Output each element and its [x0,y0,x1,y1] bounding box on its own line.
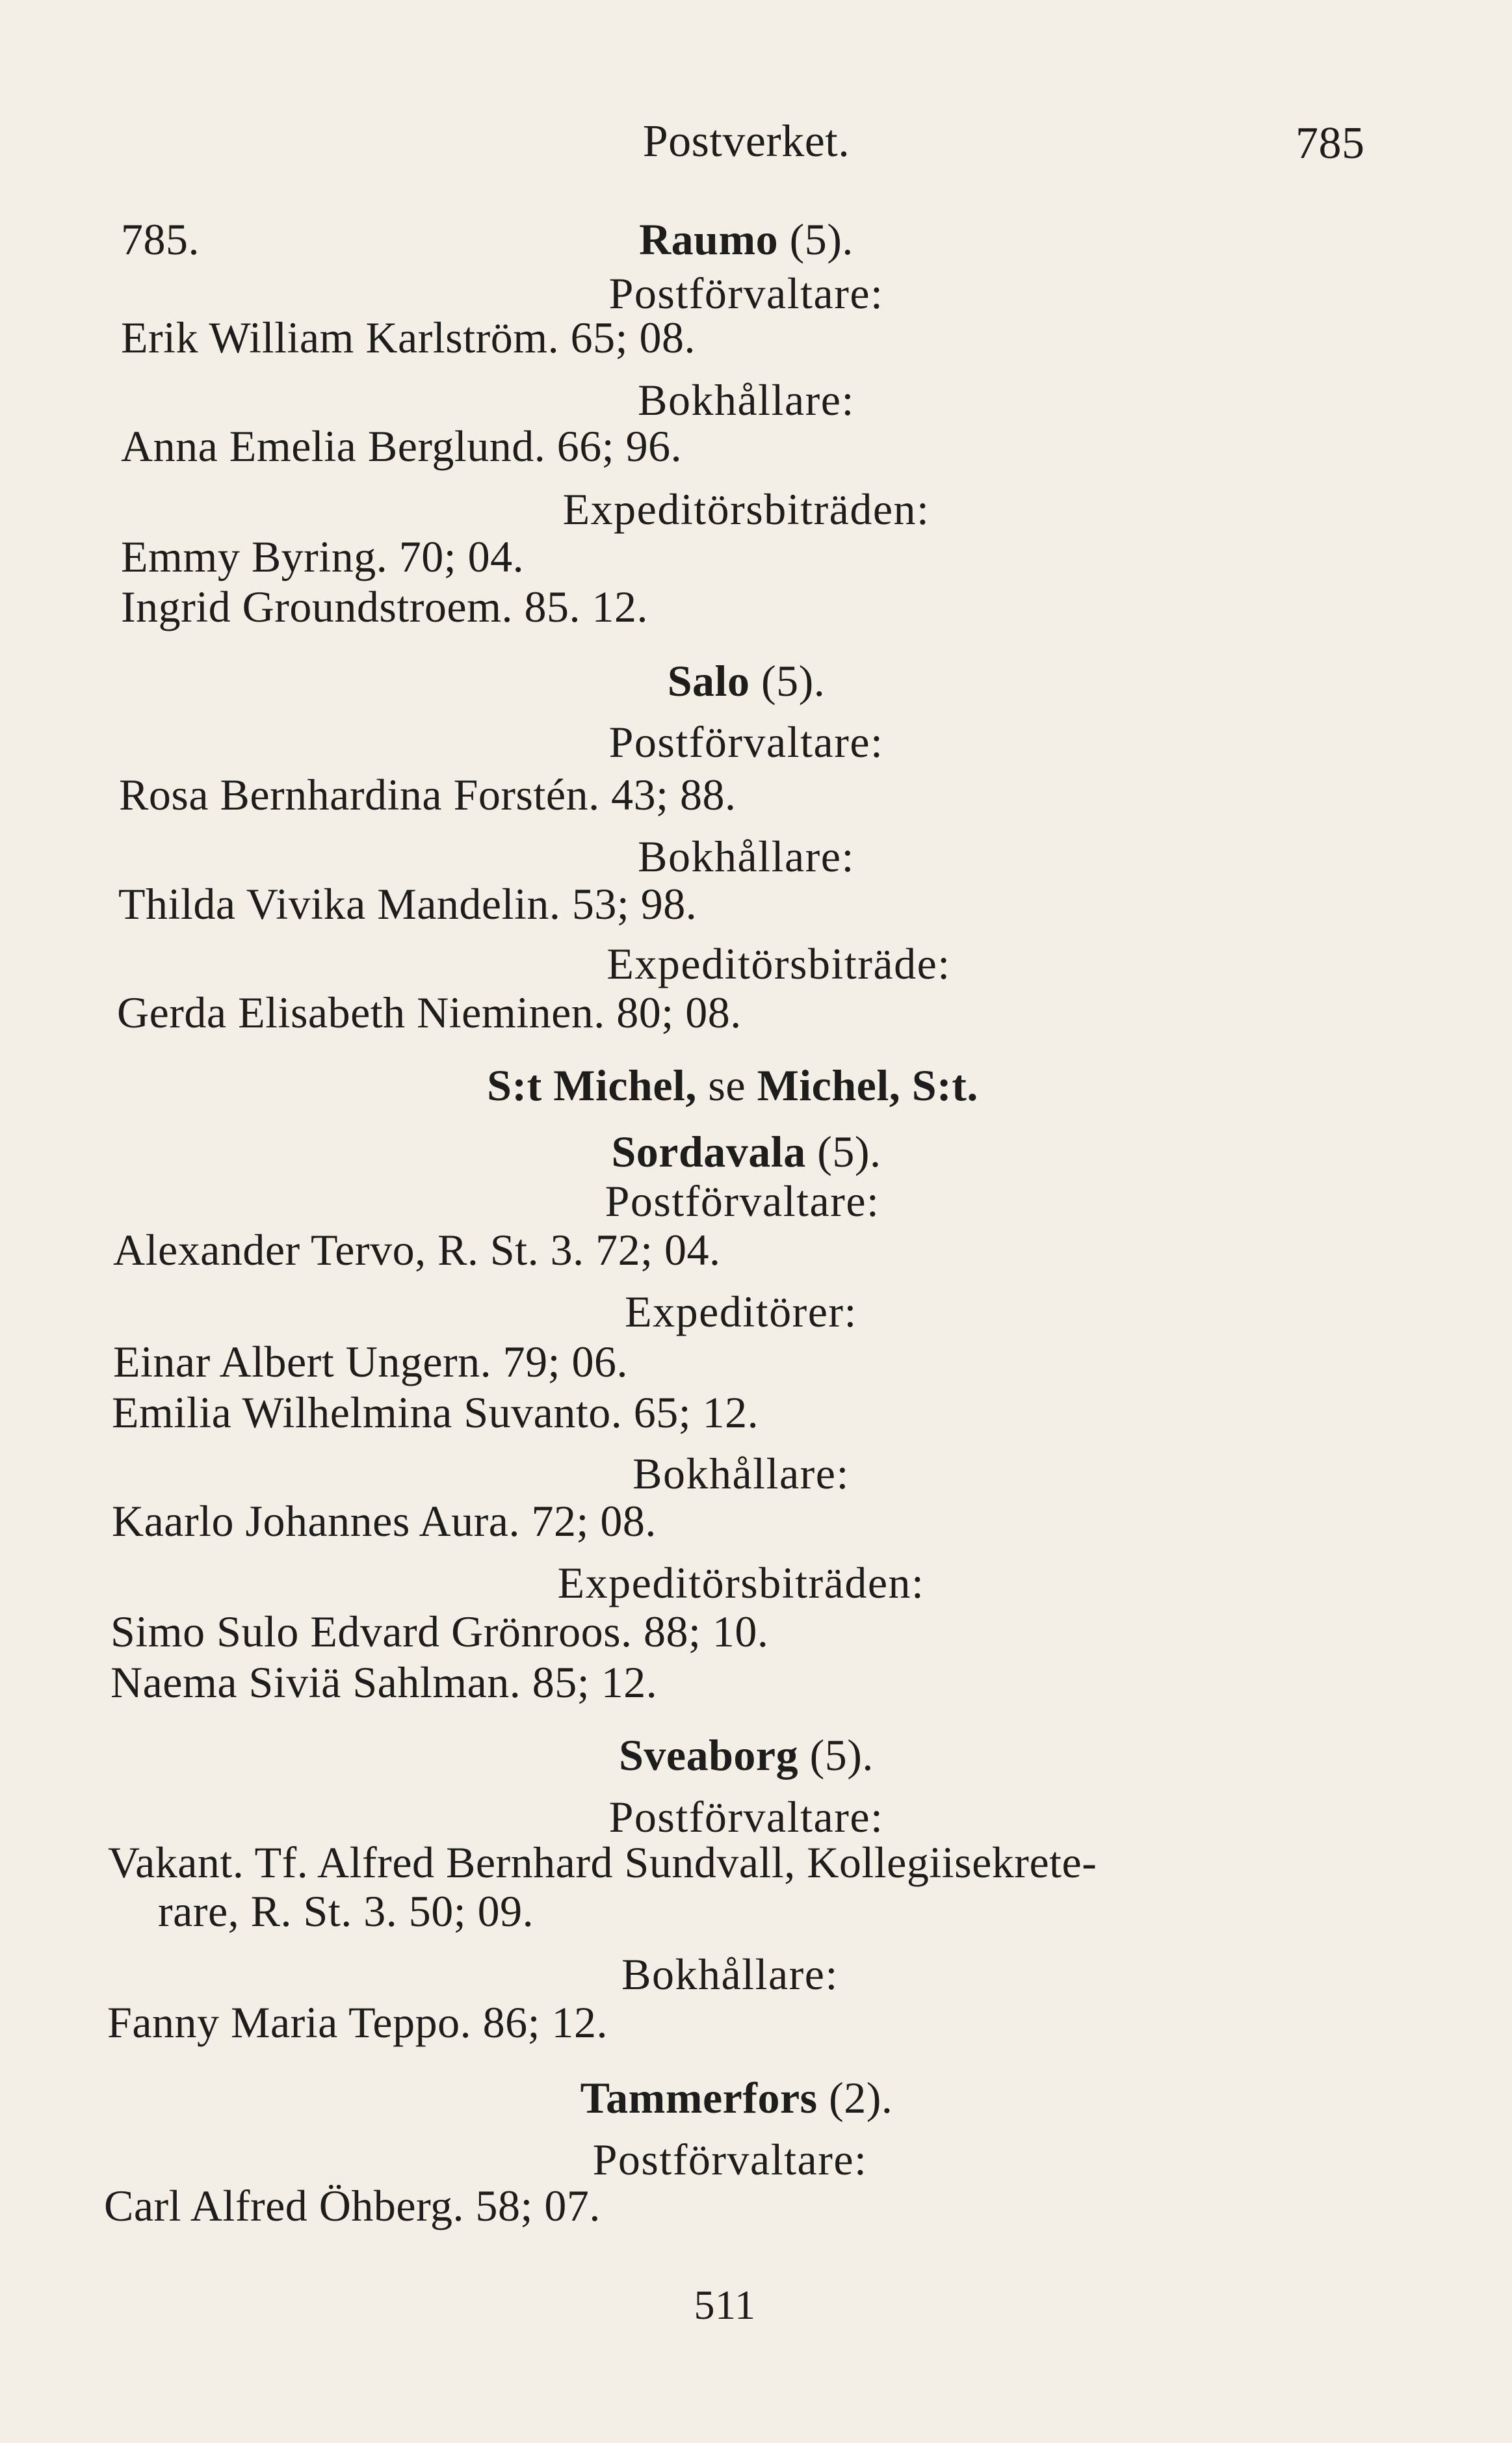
office-grade: (5). [789,215,854,264]
office-name: Sveaborg [619,1730,799,1780]
role-title: Expeditörsbiträde: [606,939,951,988]
person-entry: Ingrid Groundstroem. 85. 12. [121,582,649,631]
person-entry: Emilia Wilhelmina Suvanto. 65; 12. [112,1388,759,1437]
person-entry: Gerda Elisabeth Nieminen. 80; 08. [117,988,742,1037]
person-entry: Emmy Byring. 70; 04. [121,532,525,581]
role-title: Postförvaltare: [592,2135,868,2184]
running-title: Postverket. [642,116,850,166]
role-title: Postförvaltare: [608,269,884,318]
office-heading-raumo [639,215,854,264]
cross-reference-from: S:t Michel, [487,1061,697,1110]
office-name: Tammerfors [580,2073,818,2122]
person-entry: Fanny Maria Teppo. 86; 12. [107,1998,608,2047]
person-entry: Thilda Vivika Mandelin. 53; 98. [118,879,697,929]
role-title: Bokhållare: [638,832,855,881]
office-grade: (2). [829,2073,893,2122]
section-number: 785. [121,215,200,264]
role-title: Bokhållare: [638,375,855,425]
role-title: Expeditörsbiträden: [557,1558,925,1607]
office-name: Salo [667,656,750,706]
role-title: Expeditörsbiträden: [562,484,930,534]
cross-reference-to: Michel, S:t. [757,1061,978,1110]
signature-mark: 511 [694,2282,756,2328]
person-entry: Vakant. Tf. Alfred Bernhard Sundvall, Kollegiisekrete- [108,1838,1097,1887]
person-entry: Alexander Tervo, R. St. 3. 72; 04. [113,1225,721,1274]
person-entry: Kaarlo Johannes Aura. 72; 08. [112,1496,657,1546]
person-entry-continuation: rare, R. St. 3. 50; 09. [158,1886,534,1936]
cross-reference-see: se [708,1061,746,1110]
office-heading-tammerfors [580,2073,893,2122]
office-heading-salo [667,656,826,706]
office-grade: (5). [761,656,826,706]
role-title: Postförvaltare: [608,1792,884,1842]
office-grade: (5). [809,1730,874,1780]
role-title: Bokhållare: [632,1449,850,1498]
role-title: Postförvaltare: [608,717,884,767]
person-entry: Naema Siviä Sahlman. 85; 12. [111,1657,658,1707]
office-grade: (5). [817,1127,881,1176]
role-title: Bokhållare: [621,1949,839,1999]
office-heading-sordavala [611,1129,881,1174]
person-entry: Simo Sulo Edvard Grönroos. 88; 10. [111,1607,769,1656]
role-title: Expeditörer: [625,1287,857,1336]
role-title: Postförvaltare: [605,1176,880,1226]
office-heading-sveaborg [619,1730,874,1780]
office-name: Raumo [639,215,779,264]
person-entry: Anna Emelia Berglund. 66; 96. [121,421,683,471]
person-entry: Erik William Karlström. 65; 08. [121,313,696,362]
person-entry: Rosa Bernhardina Forstén. 43; 88. [119,770,736,819]
person-entry: Carl Alfred Öhberg. 58; 07. [104,2181,601,2230]
person-entry: Einar Albert Ungern. 79; 06. [113,1337,629,1386]
office-name: Sordavala [611,1127,806,1176]
cross-reference [487,1061,978,1110]
page-number: 785 [1296,118,1365,168]
